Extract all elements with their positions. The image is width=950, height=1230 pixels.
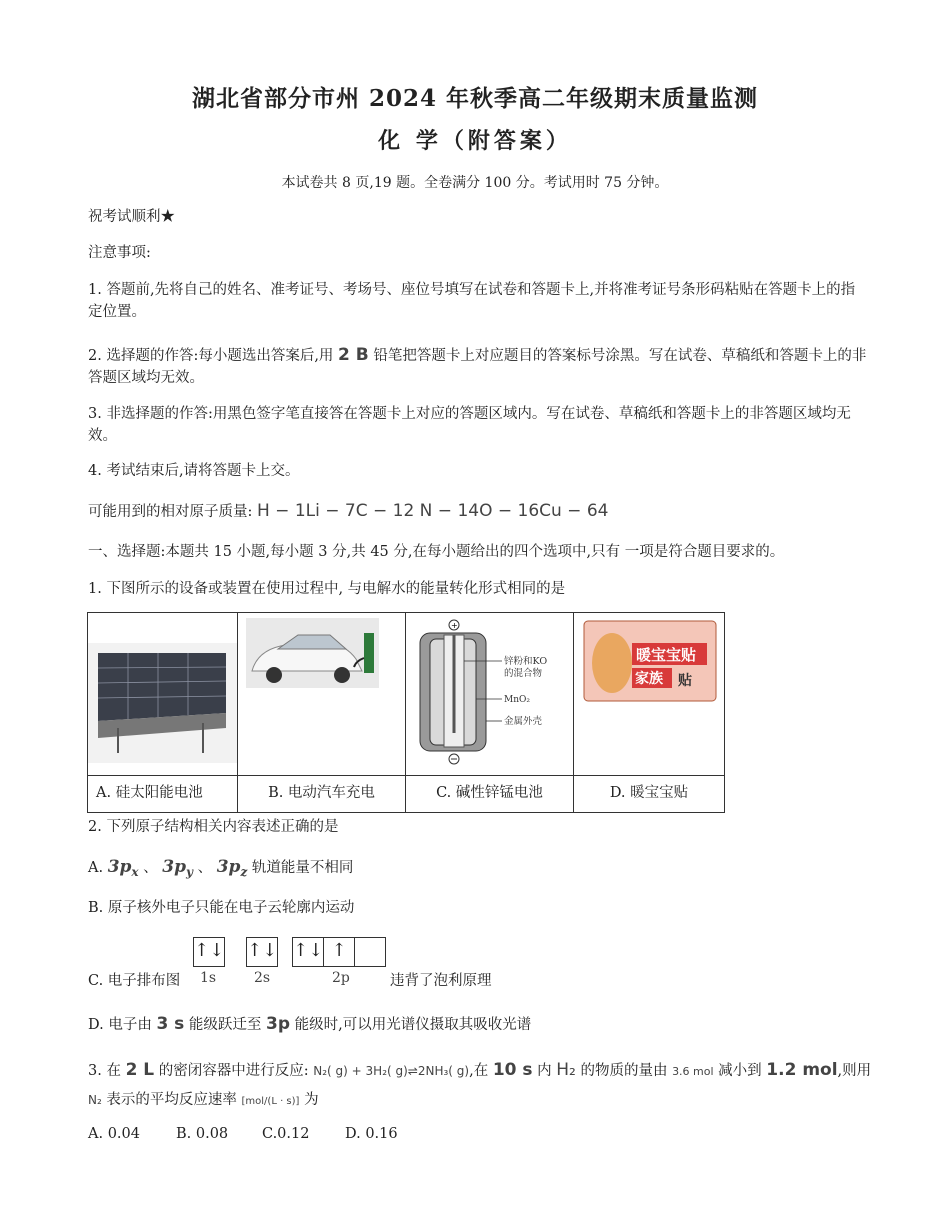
q1-option-b: B. 电动汽车充电 [238,775,405,812]
hand-warmer-tie: 贴 [678,673,692,689]
q2-option-b: B. 原子核外电子只能在电子云轮廓内运动 [88,900,355,916]
pencil-grade: 2 B [338,345,369,365]
hand-warmer-image [574,613,724,775]
battery-label-shell: 金属外壳 [504,716,543,727]
hand-warmer-icon [574,613,724,775]
q1-option-a: A. 硅太阳能电池 [88,775,237,812]
atomic-mass-line: 可能用到的相对原子质量: H − 1Li − 7C − 12 N − 14O − 16Cu − 64 [88,501,609,521]
q2-option-c-text: C. 电子排布图 [88,973,181,989]
exam-info: 本试卷共 8 页,19 题。全卷满分 100 分。考试用时 75 分钟。 [281,175,669,191]
q2-stem: 2. 下列原子结构相关内容表述正确的是 [88,819,339,835]
electric-car-icon [238,613,405,775]
note-3: 3. 非选择题的作答:用黑色签字笔直接答在答题卡上对应的答题区域内。写在试卷、草稿纸和答题卡上的非答题区域均无效。 [88,406,851,444]
q2-option-a: A. $3p_x$ 、 $3p_y$ 、 $3p_z$ 轨道能量不相同 [88,857,354,879]
battery-label-mno2: MnO₂ [504,695,530,705]
subject-title: 化 学（附答案） [378,128,572,154]
alkaline-battery-diagram [406,613,573,775]
atomic-mass-values: H − 1Li − 7C − 12 N − 14O − 16Cu − 64 [257,501,609,521]
q3-option-d: D. 0.16 [345,1126,398,1142]
q3-stem: 3. 在 2 L 的密闭容器中进行反应: N₂( g) + 3H₂( g)⇌2NH₃( g),在 10 s 内 H₂ 的物质的量由 3.6 mol 减小到 1.2 mol,则用 N₂ 表示的平均反应速率 [mol/(L · s)] 为 [88,1060,872,1108]
q2-option-d: D. 电子由 3 s 能级跃迁至 3p 能级时,可以用光谱仪摄取其吸收光谱 [88,1014,532,1034]
hand-warmer-title: 暖宝宝贴 [636,646,697,664]
orbital-diagram-1s: ↑↓ [193,937,225,967]
orbital-label-2p: 2p [332,970,350,986]
wish-text: 祝考试顺利★ [88,209,175,225]
notes-heading: 注意事项: [88,245,151,261]
note-4: 4. 考试结束后,请将答题卡上交。 [88,463,300,479]
orbital-diagram-2s: ↑↓ [246,937,278,967]
electric-car-image [238,613,405,775]
note-1: 1. 答题前,先将自己的姓名、准考证号、考场号、座位号填写在试卷和答题卡上,并将准考证号条形码粘贴在答题卡上的指定位置。 [88,282,856,320]
svg-text:+: + [451,621,458,630]
q1-img-c-cell [406,613,574,813]
battery-label-mix: 的混合物 [504,668,543,679]
orbital-label-1s: 1s [200,970,217,986]
orbital-label-2s: 2s [254,970,271,986]
note-2: 2. 选择题的作答:每小题选出答案后,用 2 B 铅笔把答题卡上对应题目的答案标号涂黑。写在试卷、草稿纸和答题卡上的非答题区域均无效。 [88,345,867,386]
solar-panel-icon [88,613,237,775]
battery-image [406,613,573,775]
q3-option-c: C.0.12 [262,1126,310,1142]
q1-option-d: D. 暖宝宝贴 [574,775,724,812]
hand-warmer-family: 家族 [635,671,663,687]
battery-label-zinc: 锌粉和KO [504,656,548,667]
exam-title: 湖北省部分市州 2024 年秋季高二年级期末质量监测 [191,85,759,112]
solar-panel-image [88,613,237,775]
q1-img-a-cell [88,613,238,813]
orbital-diagram-2p: ↑↓ ↑ [292,937,386,967]
section-1-heading: 一、选择题:本题共 15 小题,每小题 3 分,共 45 分,在每小题给出的四个选项中,只有 一项是符合题目要求的。 [88,544,785,560]
q1-option-c: C. 碱性锌锰电池 [406,775,573,812]
q3-option-a: A. 0.04 [88,1126,140,1142]
q3-option-b: B. 0.08 [176,1126,229,1142]
q2-option-c-suffix: 违背了泡利原理 [390,973,492,989]
q1-img-d-cell [574,613,725,813]
q1-option-table [87,612,725,813]
q1-img-b-cell [238,613,406,813]
q1-stem: 1. 下图所示的设备或装置在使用过程中, 与电解水的能量转化形式相同的是 [88,581,566,597]
